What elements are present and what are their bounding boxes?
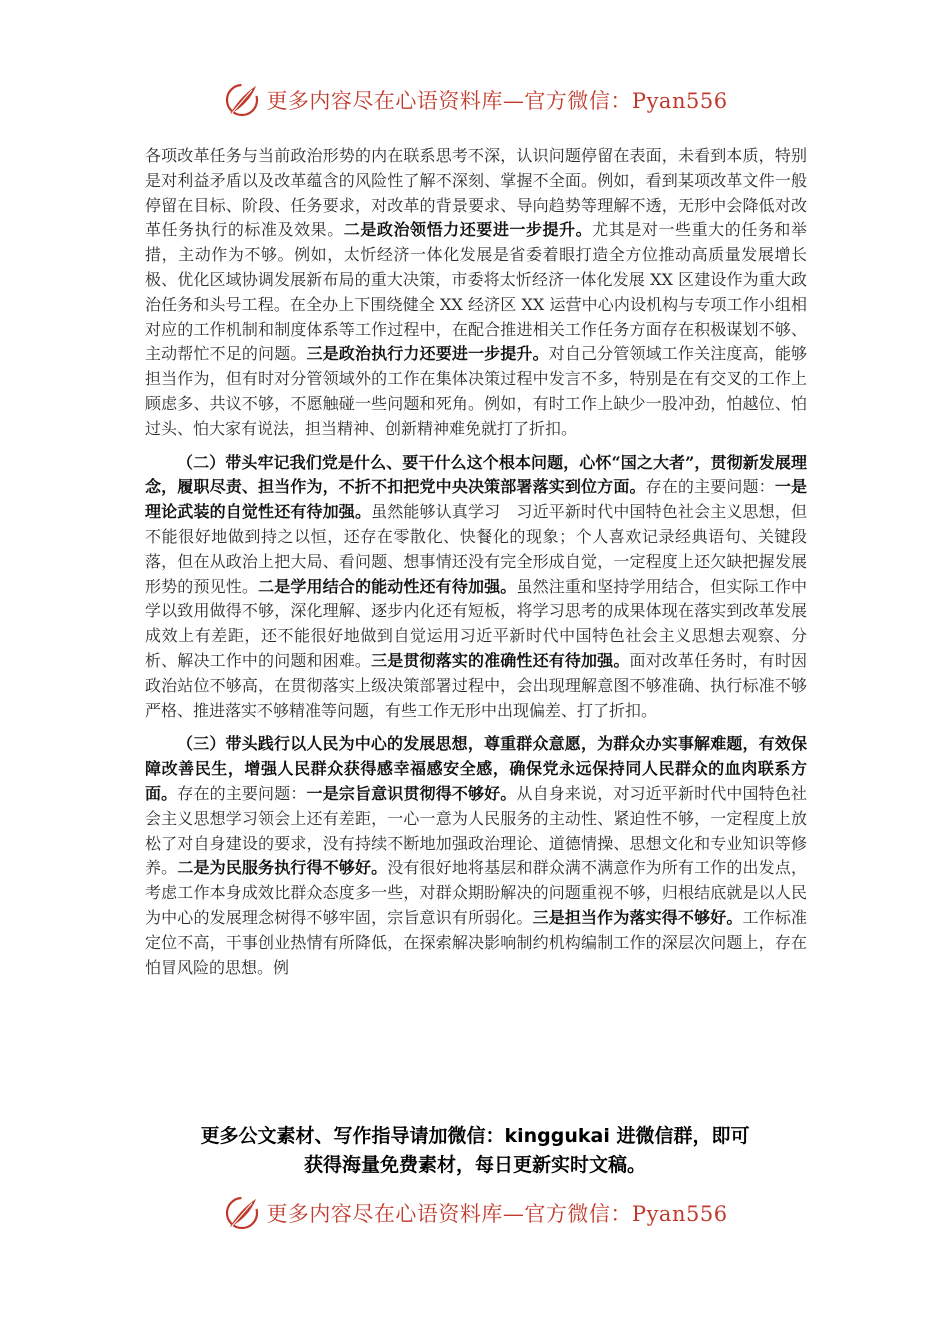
paragraph-text: 面对改革任务时，有时因政治站位不够高，在贯彻落实上级决策部署过程中，会出现理解意图不够准确、执行标准不够严格、推进落实不够精准等问题，有些工作无形中出现偏差、打了折扣。: [145, 650, 807, 720]
section-heading: （三）带头践行以人民为中心的发展思想，尊重群众意愿，为群众办实事解难题，有效保障改善民生，增强人民群众获得感幸福感安全感，确保党永远保持同人民群众的血肉联系方面。: [145, 734, 807, 803]
paragraph-text: 对自己分管领域工作关注度高，能够担当作为，但有时对分管领域外的工作在集体决策过程中发言不多，特别是在有交叉的工作上顾虑多、共议不够，不愿触碰一些问题和死角。例如，有时工作上缺少一股冲劲，怕越位、怕过头、怕大家有说法，担当精神、创新精神难免就打了折扣。: [145, 344, 807, 438]
paragraph-text: 尤其是对一些重大的任务和举措，主动作为不够。例如，太忻经济一体化发展是省委着眼打造全方位推动高质量发展增长极、优化区域协调发展新布局的重大决策，市委将太忻经济一体化发展 XX 区建设作为重大政治任务和头号工程。在全办上下围绕健全 XX 经济区 XX 运营中心内设机构与专项工作小组相对应的工作机制和制度体系等工作过程中，在配合推进相关工作任务方面存在积极谋划不够、主动帮忙不足的问题。: [145, 220, 807, 364]
document-body: [145, 144, 807, 989]
feather-pen-logo-icon: [222, 80, 262, 120]
paragraph-2: [145, 451, 807, 724]
emphasis-text: 三是担当作为落实得不够好。: [532, 907, 743, 927]
emphasis-text: 三是政治执行力还要进一步提升。: [306, 344, 549, 364]
paragraph-text: 虽然能够认真学习 习近平新时代中国特色社会主义思想，但不能很好地做到持之以恒，还存在零散化、快餐化的现象；个人喜欢记录经典语句、关键段落，但在从政治上把大局、看问题、想事情还没有完全形成自觉，一定程度上还欠缺把握发展形势的预见性。: [145, 502, 807, 596]
paragraph-text: 存在的主要问题：: [177, 783, 307, 803]
paragraph-text: 工作标准定位不高，干事创业热情有所降低，在探索解决影响制约机构编制工作的深层次问题上，存在怕冒风险的思想。例: [145, 907, 807, 977]
footer-banner: [0, 1193, 950, 1233]
section-heading: （二）带头牢记我们党是什么、要干什么这个根本问题，心怀“国之大者”，贯彻新发展理念，履职尽责、担当作为，不折不扣把党中央决策部署落实到位方面。: [145, 452, 807, 497]
paragraph-text: 各项改革任务与当前政治形势的内在联系思考不深，认识问题停留在表面，未看到本质，特别是对利益矛盾以及改革蕴含的风险性了解不深刻、掌握不全面。例如，看到某项改革文件一般停留在目标、阶段、任务要求，对改革的背景要求、导向趋势等理解不透，无形中会降低对改革任务执行的标准及效果。: [145, 146, 807, 240]
paragraph-1: [145, 144, 807, 442]
feather-pen-logo-icon: [222, 1193, 262, 1233]
paragraph-text: 没有很好地将基层和群众满不满意作为所有工作的出发点，考虑工作本身成效比群众态度多一些，对群众期盼解决的问题重视不够，归根结底就是以人民为中心的发展理念树得不够牢固，宗旨意识有所弱化。: [145, 858, 807, 927]
paragraph-3: [145, 732, 807, 980]
header-banner-text: 更多内容尽在心语资料库—官方微信：Pyan556: [266, 89, 728, 113]
emphasis-text: 二是政治领悟力还要进一步提升。: [343, 220, 593, 240]
header-banner: [0, 80, 950, 120]
paragraph-text: 从自身来说，对习近平新时代中国特色社会主义思想学习领会上还有差距，一心一意为人民服务的主动性、紧迫性不够，一定程度上放松了对自身建设的要求，没有持续不断地加强政治理论、道德情操、思想文化和专业知识等修养。: [145, 783, 807, 878]
emphasis-text: 一是宗旨意识贯彻得不够好。: [306, 783, 517, 803]
emphasis-text: 二是为民服务执行得不够好。: [177, 858, 388, 878]
promo-line-2: 获得海量免费素材，每日更新实时文稿。: [303, 1154, 646, 1176]
promo-line-1: 更多公文素材、写作指导请加微信：kinggukai 进微信群，即可: [200, 1125, 750, 1147]
paragraph-text: 虽然注重和坚持学用结合，但实际工作中学以致用做得不够，深化理解、逐步内化还有短板，将学习思考的成果体现在落实到改革发展成效上有差距，还不能很好地做到自觉运用习近平新时代中国特色社会主义思想去观察、分析、解决工作中的问题和困难。: [145, 576, 807, 670]
paragraph-text: 存在的主要问题：: [645, 477, 775, 497]
promo-notice: [130, 1122, 820, 1180]
footer-banner-text: 更多内容尽在心语资料库—官方微信：Pyan556: [266, 1202, 728, 1226]
emphasis-text: 三是贯彻落实的准确性还有待加强。: [371, 650, 630, 670]
emphasis-text: 二是学用结合的能动性还有待加强。: [258, 576, 517, 596]
emphasis-text: 一是理论武装的自觉性还有待加强。: [145, 477, 807, 522]
